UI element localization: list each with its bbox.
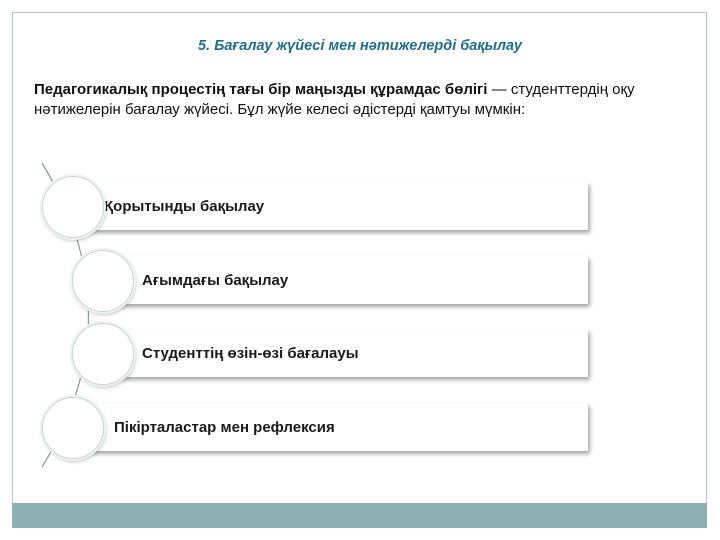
list-item-label-4: Пікірталастар мен рефлексия: [114, 418, 335, 436]
list-item-bullet-4: [42, 397, 104, 459]
slide-title: 5. Бағалау жүйесі мен нәтижелерді бақылау: [197, 38, 522, 54]
footer-bar: [12, 503, 707, 528]
intro-text: — студенттердің оқу нәтижелерін бағалау жүйесі. Бұл жүйе келесі әдістерді қамтуы мүмкін:: [34, 81, 635, 118]
list-item-label-3: Студенттің өзін-өзі бағалауы: [142, 344, 359, 362]
list-item-label-1: Қорытынды бақылау: [104, 197, 265, 215]
list-item-bullet-2: [72, 250, 134, 312]
list-item-bar-3: [110, 329, 588, 377]
list-item-bar-1: [80, 182, 588, 230]
list-item-label-2: Ағымдағы бақылау: [142, 271, 289, 289]
list-item-bar-2: [110, 256, 588, 304]
list-item-bullet-1: [42, 176, 104, 238]
intro-bold-text: Педагогикалық процестің тағы бір маңызды құрамдас бөлігі: [34, 81, 488, 98]
list-item-bullet-3: [72, 323, 134, 385]
list-item-bar-4: [80, 403, 588, 451]
